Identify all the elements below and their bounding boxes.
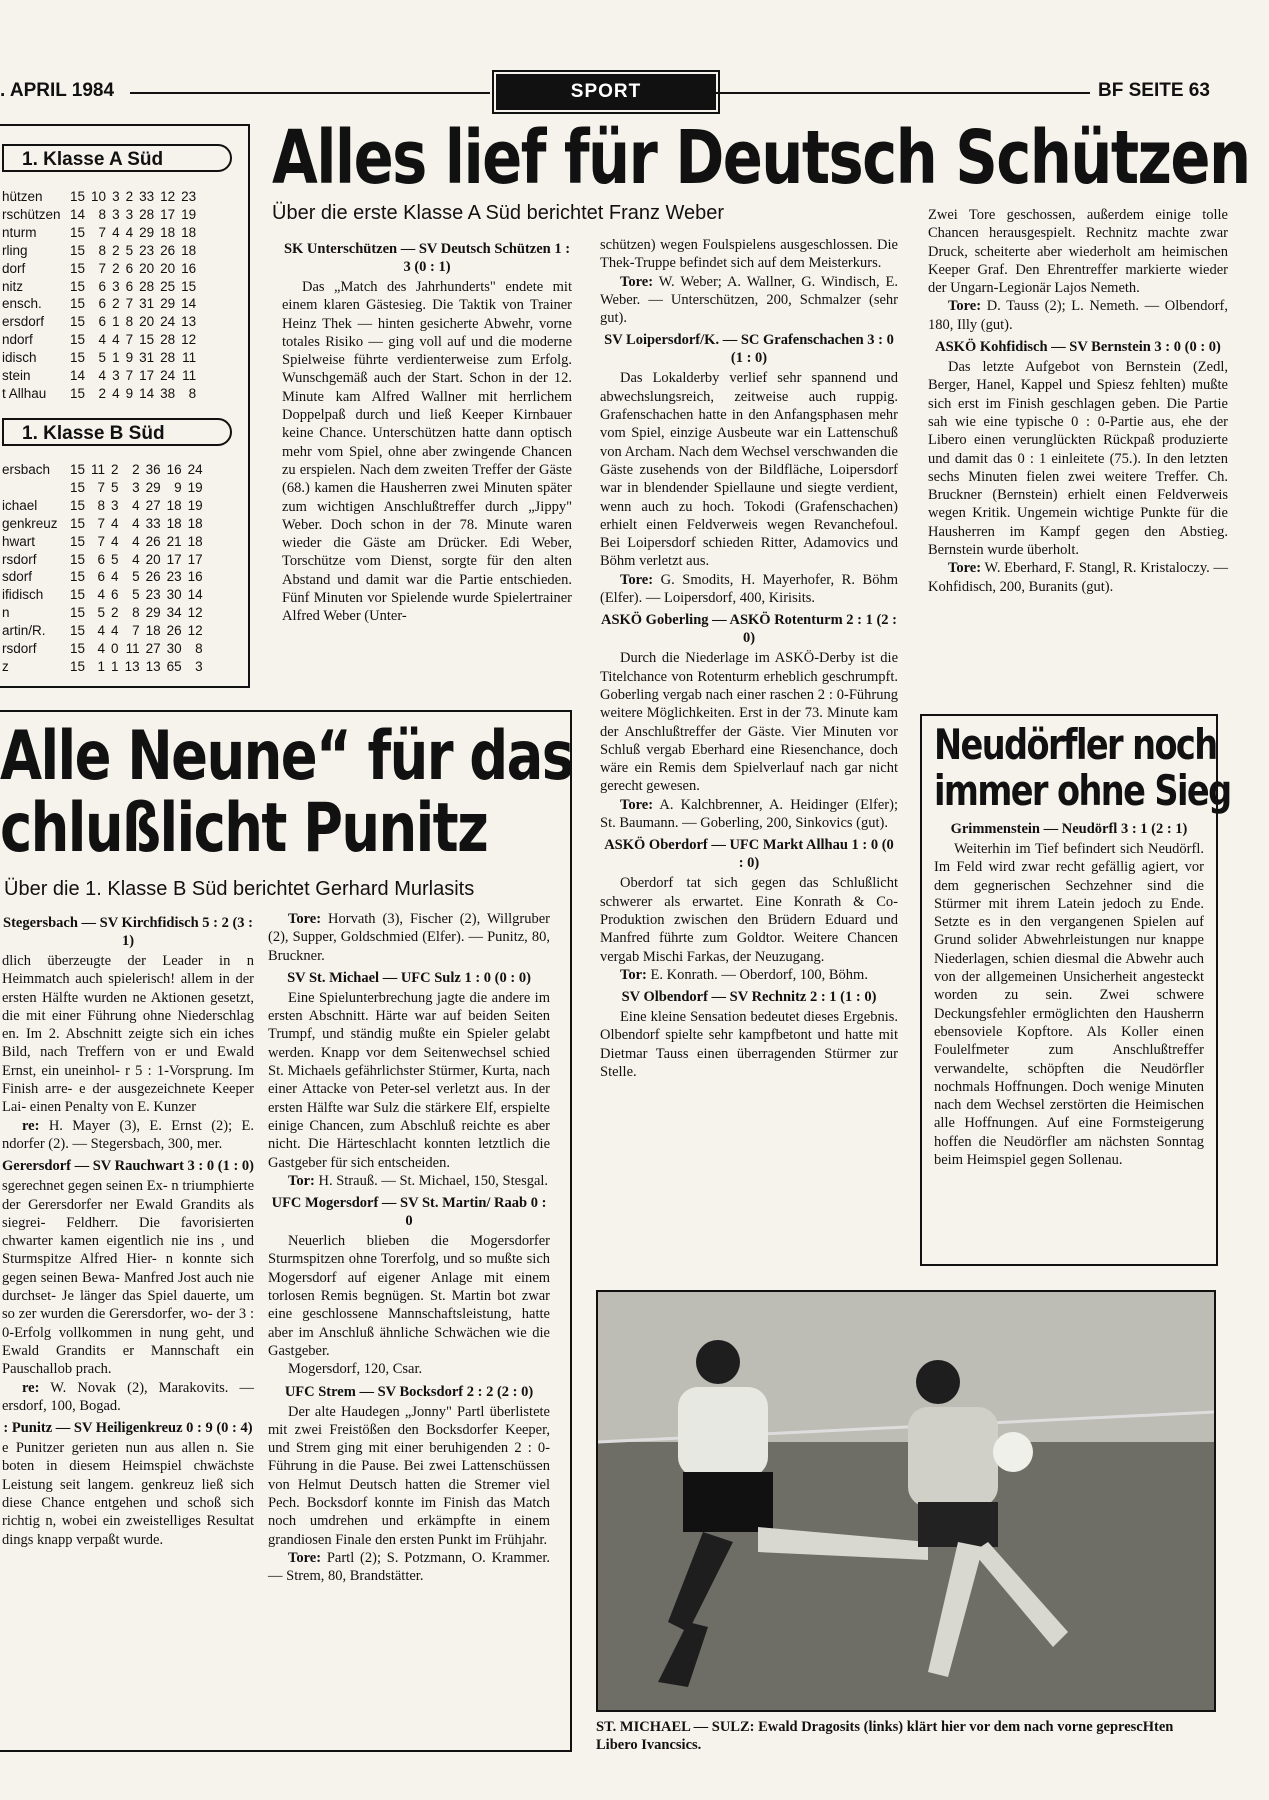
stat-cell: 31 (139, 296, 155, 312)
stat-cell: 15 (70, 296, 86, 312)
team-name: artin/R. (2, 623, 46, 639)
second-headline-line1: Alle Neune“ für das (0, 717, 573, 796)
stat-cell: 20 (139, 314, 155, 330)
standings-row (2, 497, 206, 515)
stat-cell: 33 (145, 515, 161, 531)
standings-row (2, 658, 206, 676)
stat-cell: 14 (187, 587, 203, 603)
stat-cell: 14 (70, 368, 86, 384)
stat-cell: 2 (112, 242, 120, 258)
stat-cell: 3 (195, 658, 203, 674)
stat-cell: 2 (125, 189, 134, 204)
stat-cell: 15 (70, 189, 86, 204)
stat-cell: 14 (139, 385, 155, 401)
stat-cell: 30 (166, 641, 182, 657)
match-photo (596, 1290, 1216, 1712)
scorers-line: re: W. Novak (2), Marakovits. — ersdorf, 100, Bogad. (2, 1379, 254, 1414)
stat-cell: 9 (125, 350, 134, 366)
stat-cell: 19 (181, 206, 197, 222)
stat-cell: 4 (112, 332, 120, 348)
stat-cell: 6 (97, 551, 106, 567)
stat-cell: 4 (132, 533, 140, 549)
stat-cell: 15 (70, 569, 86, 585)
stat-cell: 20 (139, 260, 155, 276)
standings-row (2, 188, 199, 206)
stat-cell: 4 (98, 332, 107, 348)
stat-cell: 4 (112, 385, 120, 401)
stat-cell: 7 (97, 515, 106, 531)
stat-cell: 4 (132, 497, 140, 513)
stat-cell: 7 (125, 332, 134, 348)
stat-cell: 12 (187, 623, 203, 639)
stat-cell: 15 (70, 533, 86, 549)
stat-cell: 3 (132, 479, 140, 495)
stat-cell: 31 (139, 350, 155, 366)
stat-cell: 14 (181, 296, 197, 312)
photo-illustration (598, 1292, 1214, 1710)
match-heading: SV Olbendorf — SV Rechnitz 2 : 1 (1 : 0) (621, 989, 877, 1006)
stat-cell: 29 (160, 296, 176, 312)
article-paragraph: Oberdorf tat sich gegen das Schlußlicht schwerer als erwartet. Eine Konrath & Co-Produktion zwischen den Brüdern Eduard und Manfred führte zum Goldtor. Weitere Chancen vergab Mischi Farkas, der Neuzugang. (600, 875, 898, 965)
main-headline: Alles lief für Deutsch Schützen (272, 115, 1250, 201)
stat-cell: 34 (166, 605, 182, 621)
stat-cell: 15 (70, 462, 86, 477)
article-paragraph: schützen) wegen Foulspielens ausgeschlossen. Die Thek-Truppe befindet sich auf dem Meisterkurs. (600, 237, 898, 272)
team-name: ersbach (2, 462, 51, 477)
standings-row (2, 622, 206, 640)
stat-cell: 6 (98, 278, 107, 294)
stat-cell: 26 (160, 242, 176, 258)
stat-cell: 4 (111, 569, 119, 585)
stat-cell: 1 (112, 350, 120, 366)
stat-cell: 15 (70, 658, 86, 674)
stat-cell: 18 (187, 533, 203, 549)
stat-cell: 17 (187, 551, 203, 567)
stat-cell: 18 (181, 224, 197, 240)
box-article-body (934, 816, 1204, 1169)
match-heading: ASKÖ Kohfidisch — SV Bernstein 3 : 0 (0 : 0) (935, 339, 1221, 356)
stat-cell: 13 (181, 314, 197, 330)
stat-cell: 23 (166, 569, 182, 585)
stat-cell: 4 (112, 224, 120, 240)
stat-cell: 5 (132, 587, 140, 603)
team-name: z (2, 658, 9, 674)
stat-cell: 4 (111, 533, 119, 549)
standings-row (2, 331, 199, 349)
stat-cell: 8 (188, 385, 197, 401)
stat-cell: 6 (97, 569, 106, 585)
stat-cell: 17 (166, 551, 182, 567)
stat-cell: 6 (98, 296, 107, 312)
stat-cell: 28 (139, 278, 155, 294)
standings-row (2, 640, 206, 658)
stat-cell: 15 (70, 515, 86, 531)
stat-cell: 18 (181, 242, 197, 258)
article-paragraph: Der alte Haudegen „Jonny" Partl überlistete mit zwei Freistößen den Bocksdorfer Keeper, und Strem ging mit einer beruhigenden 2 : 0-Führung in die Pause. Bei zwei Lattenschüssen von Helmut Deutsch hatten die Stremer viel Pech. Bocksdorf konnte im Finish das Match noch umdrehen und erkämpfte in einem grandiosen Finale den ersten Punkt im Frühjahr. (268, 1403, 550, 1548)
stat-cell: 5 (132, 569, 140, 585)
stat-cell: 4 (125, 224, 134, 240)
stat-cell: 23 (181, 189, 197, 204)
article-paragraph: Eine Spielunterbrechung jagte die andere im ersten Abschnitt. Härte war auf beiden Seiten Trumpf, und ständig mußte ein Spieler gelabt werden. Knapp vor dem Seitenwechsel schied St. Michaels gefährlichster Stürmer, Kurta, nach einer Attacke von Peter-sel verletzt aus. In der ersten Hälfte war Sulz die stärkere Elf, erspielte einige Chancen, zum Abschluß reichte es aber nicht. Die Härteschlacht konnten letztlich die Gastgeber für sich entscheiden. (268, 989, 550, 1171)
standings-row (2, 586, 206, 604)
match-heading: Gerersdorf — SV Rauchwart 3 : 0 (1 : 0) (2, 1158, 254, 1175)
team-name: stein (2, 368, 31, 384)
standings-row (2, 604, 206, 622)
match-heading: SV Loipersdorf/K. — SC Grafenschachen 3 : 0 (1 : 0) (604, 332, 894, 367)
article-paragraph: Weiterhin im Tief befindert sich Neudörfl. Im Feld wird zwar recht gefällig agiert, vor dem gegnerischen Sechzehner sind die Stürmer mit ihrem Latein jedoch zu Ende. Setzte es in den vergangenen Spielen auf Grund solider Abwehrleistungen nur knappe Niederlagen, schien diesmal die Abwehr auch von der allgemeinen Unsicherheit angesteckt worden zu sein. Zwei schwere Deckungsfehler ermöglichten den Hausherrn ebensoviele Kopftore. Als Koller einen Foulelfmeter zum Anschlußtreffer verwandelte, schöpften die Neudörfler nochmals Hoffnungen. Doch wenige Minuten nach dem Wechsel zerstörten die Heimischen alle Hoffnungen. Auf eine Formsteigerung hoffen die Neudörfler am nächsten Sonntag beim Heimspiel gegen Sollenau. (934, 841, 1204, 1169)
stat-cell: 23 (145, 587, 161, 603)
team-name: n (2, 605, 10, 621)
stat-cell: 11 (125, 641, 140, 657)
stat-cell: 8 (98, 206, 107, 222)
stat-cell: 16 (166, 462, 182, 477)
stat-cell: 3 (111, 497, 119, 513)
stat-cell: 15 (70, 641, 86, 657)
main-col-2 (600, 236, 898, 1081)
article-paragraph: Zwei Tore geschossen, außerdem einige tolle Chancen herausgespielt. Rechnitz machte zwar Druck, scheiterte aber wiederholt am heimischen Keeper Graf. Den Ehrentreffer markierte wieder der Ungarn-Legionär Lajos Nemeth. (928, 207, 1228, 297)
stat-cell: 65 (166, 658, 182, 674)
stat-cell: 1 (111, 658, 119, 674)
stat-cell: 15 (70, 278, 86, 294)
match-heading: ASKÖ Goberling — ASKÖ Rotenturm 2 : 1 (2 : 0) (600, 612, 898, 647)
article-paragraph: Das Lokalderby verlief sehr spannend und abwechslungsreich, zeitweise auch ruppig. Grafenschachen hatte in den Anfangsphasen mehr vom Spiel, einzige Ausbeute war ein Lattenschuß von Archam. Nach dem Wechsel verschwanden die Gäste zusehends von der Bildfläche, Loipersdorf war in blendender Spiellaune und siegte verdient, wenn auch zu hoch. Tokodi (Grafenschachen) erhielt einen Feldverweis wegen Revanchefoul. Bei Loipersdorf schieden Ritter, Adamovics und Böhm verletzt aus. (600, 370, 898, 570)
stat-cell: 3 (112, 206, 120, 222)
team-name: ersdorf (2, 314, 45, 330)
stat-cell: 15 (70, 497, 86, 513)
box-headline-line2: immer ohne Sieg (934, 766, 1231, 815)
stat-cell: 27 (145, 497, 161, 513)
stat-cell: 30 (166, 587, 182, 603)
stat-cell: 5 (97, 605, 106, 621)
team-name: ensch. (2, 296, 42, 312)
stat-cell: 4 (132, 515, 140, 531)
team-name: hwart (2, 533, 36, 549)
stat-cell: 27 (145, 641, 161, 657)
stat-cell: 8 (195, 641, 203, 657)
stat-cell: 28 (160, 350, 176, 366)
stat-cell: 15 (70, 242, 86, 258)
stat-cell: 20 (160, 260, 176, 276)
stat-cell: 28 (160, 332, 176, 348)
team-name: dorf (2, 260, 26, 276)
stat-cell: 2 (112, 260, 120, 276)
standings-row (2, 260, 199, 278)
stat-cell: 15 (70, 224, 86, 240)
stat-cell: 12 (181, 332, 197, 348)
stat-cell: 9 (174, 479, 182, 495)
team-name: nturm (2, 224, 37, 240)
standings-row (2, 313, 199, 331)
page-number: BF SEITE 63 (1098, 80, 1210, 101)
stat-cell: 2 (98, 385, 107, 401)
standings-a-title: 1. Klasse A Süd (2, 144, 232, 172)
team-name: nitz (2, 278, 24, 294)
stat-cell: 15 (70, 350, 86, 366)
standings-row (2, 551, 206, 569)
match-heading: UFC Strem — SV Bocksdorf 2 : 2 (2 : 0) (284, 1383, 534, 1400)
second-subhead: Über die 1. Klasse B Süd berichtet Gerhard Murlasits (4, 878, 475, 900)
stat-cell: 5 (111, 479, 119, 495)
standings-row (2, 568, 206, 586)
scorers-line: Tor: E. Konrath. — Oberdorf, 100, Böhm. (620, 966, 868, 983)
stat-cell: 4 (132, 551, 140, 567)
stat-cell: 19 (187, 479, 203, 495)
stat-cell: 13 (124, 658, 140, 674)
stat-cell: 0 (111, 641, 119, 657)
team-name: hützen (2, 189, 43, 204)
second-headline-line2: chlußlicht Punitz (0, 789, 488, 868)
scorers-line: Tore: D. Tauss (2); L. Nemeth. — Olbendorf, 180, Illy (gut). (928, 298, 1228, 333)
stat-cell: 2 (112, 296, 120, 312)
standings-row (2, 295, 199, 313)
article-paragraph: Das „Match des Jahrhunderts" endete mit einem klaren Gästesieg. Die Taktik von Trainer Heinz Thek — hinten gesicherte Abwehr, vorne totales Risiko — ging voll auf und die moderne Spielweise führte verdienterweise zum Erfolg. Wunschgemäß auch der Start. Schon in der 12. Minute kam Alfred Wallner mit herrlichem Doppelpaß durch und ließ Keeper Kirnbauer keine Chance. Unterschützen hatte dann optisch mehr vom Spiel, ohne aber zwingende Chancen zu erspielen. Nach dem zweiten Treffer der Gäste (68.) kamen die Hausherren zwei Minuten später zum wichtigen Anschlußtreffer durch „Jippy" Weber. Doch schon in der 78. Minute waren wieder die Gäste am Drücker. Edi Weber, Torschütze vom Dienst, sorgte für den alten Abstand und damit war die Partie entschieden. Fünf Minuten vor Spielende wurde Spielertrainer Alfred Weber (Unter- (282, 279, 572, 625)
stat-cell: 4 (97, 587, 106, 603)
stat-cell: 5 (111, 551, 119, 567)
stat-cell: 8 (98, 242, 107, 258)
article-paragraph: Neuerlich blieben die Mogersdorfer Sturmspitzen ohne Torerfolg, und so mußte sich Mogersdorf auf eigener Anlage mit einem torlosen Remis begnügen. St. Martin bot zwar eine geschlossene Mannschaftsleistung, hatte aber im Anschluß ähnliche Schwächen wie die Gastgeber. (268, 1233, 550, 1359)
stat-cell: 12 (160, 189, 176, 204)
standings-row (2, 224, 199, 242)
stat-cell: 2 (111, 462, 119, 477)
article-paragraph: Eine kleine Sensation bedeutet dieses Ergebnis. Olbendorf spielte sehr kampfbetont und hatte mit Dietmar Tauss einen überragenden Stürmer zur Stelle. (600, 1009, 898, 1080)
stat-cell: 26 (145, 569, 161, 585)
stat-cell: 7 (125, 296, 134, 312)
team-name: rsdorf (2, 641, 37, 657)
stat-cell: 18 (145, 623, 161, 639)
stat-cell: 15 (70, 385, 86, 401)
stat-cell: 14 (70, 206, 86, 222)
article-paragraph: sgerechnet gegen seinen Ex- n triumphierte der Gerersdorfer ner Ewald Grandits als siegrei- Feldherr. Die favorisierten chwarter kamen eigentlich nie ins , und Sturmspitze Alfred Hier- n konnte sich gegen seinen Bewa- Manfred Jost auch nie durchset- Je länger das Spiel dauerte, um so zer wurden die Gerersdorfer, wo- der 3 : 0-Erfolg vollkommen in nung geht, und Ewald Grandits er Mannschaft ein Pauschallob prach. (2, 1178, 254, 1378)
stat-cell: 24 (160, 368, 176, 384)
main-col-3 (928, 206, 1228, 596)
stat-cell: 4 (97, 623, 106, 639)
team-name: idisch (2, 350, 37, 366)
stat-cell: 33 (139, 189, 155, 204)
match-heading: Grimmenstein — Neudörfl 3 : 1 (2 : 1) (950, 821, 1188, 837)
stat-cell: 6 (125, 260, 134, 276)
standings-b-title: 1. Klasse B Süd (2, 418, 232, 446)
stat-cell: 7 (97, 479, 106, 495)
stat-cell: 13 (145, 658, 161, 674)
stat-cell: 3 (112, 368, 120, 384)
team-name (2, 479, 67, 497)
stat-cell: 15 (70, 314, 86, 330)
standings-row (2, 278, 199, 296)
stat-cell: 15 (70, 551, 86, 567)
stat-cell: 2 (132, 462, 140, 477)
standings-row (2, 479, 206, 497)
stat-cell: 28 (139, 206, 155, 222)
stat-cell: 29 (145, 605, 161, 621)
stat-cell: 7 (132, 623, 140, 639)
match-heading: UFC Mogersdorf — SV St. Martin/ Raab 0 : 0 (271, 1195, 547, 1230)
scorers-line: Tore: A. Kalchbrenner, A. Heidinger (Elfer); St. Baumann. — Goberling, 200, Sinkovics (gut). (600, 796, 898, 832)
second-col-1 (2, 910, 254, 1549)
standings-b-table (2, 461, 206, 676)
stat-cell: 15 (181, 278, 197, 294)
stat-cell: 8 (132, 605, 140, 621)
stat-cell: 1 (112, 314, 120, 330)
stat-cell: 4 (111, 515, 119, 531)
stat-cell: 18 (187, 515, 203, 531)
team-name: ifidisch (2, 587, 44, 603)
stat-cell: 36 (145, 462, 161, 477)
stat-cell: 15 (70, 332, 86, 348)
stat-cell: 15 (139, 332, 155, 348)
match-heading: ASKÖ Oberdorf — UFC Markt Allhau 1 : 0 (0 : 0) (604, 837, 894, 872)
article-paragraph: Das letzte Aufgebot von Bernstein (Zedl, Berger, Hanel, Kappel und Spiesz fehlten) mußte sich erst im Finish geschlagen geben. Die Partie sah wie eine typische 0 : 0-Partie aus, ehe der Libero einen verunglückten Rückpaß produzierte und damit das 0 : 1 einleitete (75.). In den letzten sechs Minuten fielen zwei weitere Treffer. Ch. Bruckner (Bernstein) erhielt einen Feldverweis wegen Kritik. Ungemein wichtige Punkte für die Hausherren im Kampf gegen den Abstieg. Bernstein wurde überholt. (928, 359, 1228, 559)
header-rule-right (716, 92, 1090, 94)
stat-cell: 5 (98, 350, 107, 366)
header-rule-left (130, 92, 490, 94)
stat-cell: 9 (125, 385, 134, 401)
main-col-1 (282, 236, 572, 626)
standings-row (2, 367, 199, 385)
article-paragraph: dlich überzeugte der Leader in n Heimmatch auch spielerisch! allem in der ersten Hälfte wurden ne Aktionen gesetzt, die mit einer Führung ohne Niederschlag en. Im 2. Abschnitt zeigte sich ein iches Bild, nach Treffern von er und Ewald Ernst, ein uneinhol- r 5 : 1-Vorsprung. Im Finish arre- e der ausgezeichnete Keeper Lai- einen Penalty von E. Kunzer (2, 953, 254, 1116)
stat-cell: 18 (166, 497, 182, 513)
stat-cell: 21 (166, 533, 182, 549)
stat-cell: 16 (187, 569, 203, 585)
stat-cell: 15 (70, 260, 86, 276)
stat-cell: 4 (98, 368, 107, 384)
main-subhead: Über die erste Klasse A Süd berichtet Franz Weber (272, 202, 725, 224)
stat-cell: 4 (97, 641, 106, 657)
team-name: t Allhau (2, 385, 47, 401)
team-name: rsdorf (2, 551, 37, 567)
scorers-line: Tor: H. Strauß. — St. Michael, 150, Stesgal. (288, 1172, 549, 1189)
match-heading: : Punitz — SV Heiligenkreuz 0 : 9 (0 : 4) (3, 1420, 253, 1437)
team-name: ndorf (2, 332, 33, 348)
stat-cell: 18 (166, 515, 182, 531)
article-paragraph: Durch die Niederlage im ASKÖ-Derby ist die Titelchance von Rotenturm erheblich geschrumpft. Goberling vergab nach einer raschen 2 : 0-Führung weitere Möglichkeiten. Erst in der 73. Minute kam der Anschlußtreffer der Gäste. Vier Minuten vor Schluß vergab Eberhard eine Riesenchance, doch wäre ein Remis dem Spielverlauf nach gar nicht gerecht gewesen. (600, 650, 898, 795)
stat-cell: 7 (98, 224, 107, 240)
standings-row (2, 206, 199, 224)
standings-row (2, 515, 206, 533)
stat-cell: 18 (160, 224, 176, 240)
article-paragraph: Mogersdorf, 120, Csar. (288, 1361, 423, 1378)
scorers-line: Tore: W. Weber; A. Wallner, G. Windisch, E. Weber. — Unterschützen, 200, Schmalzer (sehr gut). (600, 273, 898, 327)
stat-cell: 11 (182, 350, 197, 366)
stat-cell: 1 (97, 658, 106, 674)
stat-cell: 4 (111, 623, 119, 639)
section-label: SPORT (496, 74, 716, 110)
stat-cell: 17 (139, 368, 155, 384)
stat-cell: 38 (160, 385, 176, 401)
match-heading: Stegersbach — SV Kirchfidisch 5 : 2 (3 : 1) (3, 915, 253, 949)
box-headline-line1: Neudörfler noch (934, 720, 1217, 769)
standings-row (2, 385, 199, 403)
stat-cell: 3 (125, 206, 134, 222)
stat-cell: 3 (112, 189, 120, 204)
stat-cell: 7 (125, 368, 134, 384)
stat-cell: 8 (97, 497, 106, 513)
stat-cell: 20 (145, 551, 161, 567)
stat-cell: 26 (166, 623, 182, 639)
stat-cell: 2 (111, 605, 119, 621)
standings-row (2, 242, 199, 260)
scorers-line: Tore: Horvath (3), Fischer (2), Willgruber (2), Supper, Goldschmied (Elfer). — Punitz, 80, Bruckner. (268, 911, 550, 964)
stat-cell: 17 (160, 206, 176, 222)
stat-cell: 7 (97, 533, 106, 549)
stat-cell: 23 (139, 242, 155, 258)
team-name: genkreuz (2, 515, 58, 531)
standings-row (2, 349, 199, 367)
stat-cell: 16 (181, 260, 197, 276)
stat-cell: 3 (112, 278, 120, 294)
stat-cell: 6 (98, 314, 107, 330)
stat-cell: 29 (145, 479, 161, 495)
team-name: rling (2, 242, 28, 258)
stat-cell: 24 (187, 462, 203, 477)
scorers-line: Tore: G. Smodits, H. Mayerhofer, R. Böhm (Elfer). — Loipersdorf, 400, Kirisits. (600, 571, 898, 607)
stat-cell: 10 (91, 189, 107, 204)
stat-cell: 24 (160, 314, 176, 330)
stat-cell: 12 (187, 605, 203, 621)
stat-cell: 19 (187, 497, 203, 513)
stat-cell: 5 (125, 242, 134, 258)
stat-cell: 6 (111, 587, 119, 603)
scorers-line: Tore: W. Eberhard, F. Stangl, R. Kristaloczy. — Kohfidisch, 200, Buranits (gut). (928, 560, 1228, 595)
article-paragraph: e Punitzer gerieten nun aus allen n. Sie boten in diesem Heimspiel chwächste Leistung seit langem. genkreuz ließ sich diese Chance entgehen und schoß sich richtig n, wobei ein zweistelliges Resultat dings knapp verpaßt wurde. (2, 1440, 254, 1548)
stat-cell: 15 (70, 605, 86, 621)
stat-cell: 11 (182, 368, 197, 384)
stat-cell: 7 (98, 260, 107, 276)
stat-cell: 26 (145, 533, 161, 549)
standings-row (2, 461, 206, 479)
standings-row (2, 533, 206, 551)
scorers-line: re: H. Mayer (3), E. Ernst (2); E. ndorfer (2). — Stegersbach, 300, mer. (2, 1117, 254, 1152)
stat-cell: 15 (70, 479, 86, 495)
issue-date: . APRIL 1984 (0, 80, 115, 101)
stat-cell: 6 (125, 278, 134, 294)
scorers-line: Tore: Partl (2); S. Potzmann, O. Krammer. — Strem, 80, Brandstätter. (268, 1549, 550, 1585)
stat-cell: 25 (160, 278, 176, 294)
stat-cell: 11 (91, 462, 106, 477)
stat-cell: 15 (70, 623, 86, 639)
second-col-2 (268, 910, 550, 1586)
stat-cell: 15 (70, 587, 86, 603)
match-heading: SV St. Michael — UFC Sulz 1 : 0 (0 : 0) (287, 969, 531, 986)
photo-caption: ST. MICHAEL — SULZ: Ewald Dragosits (links) klärt hier vor dem nach vorne geprescHten Libero Ivancsics. (596, 1719, 1174, 1753)
standings-a-table (2, 188, 199, 403)
team-name: sdorf (2, 569, 33, 585)
match-heading: SK Unterschützen — SV Deutsch Schützen 1 : 3 (0 : 1) (283, 241, 571, 275)
stat-cell: 29 (139, 224, 155, 240)
team-name: ichael (2, 497, 38, 513)
stat-cell: 8 (125, 314, 134, 330)
team-name: rschützen (2, 206, 61, 222)
